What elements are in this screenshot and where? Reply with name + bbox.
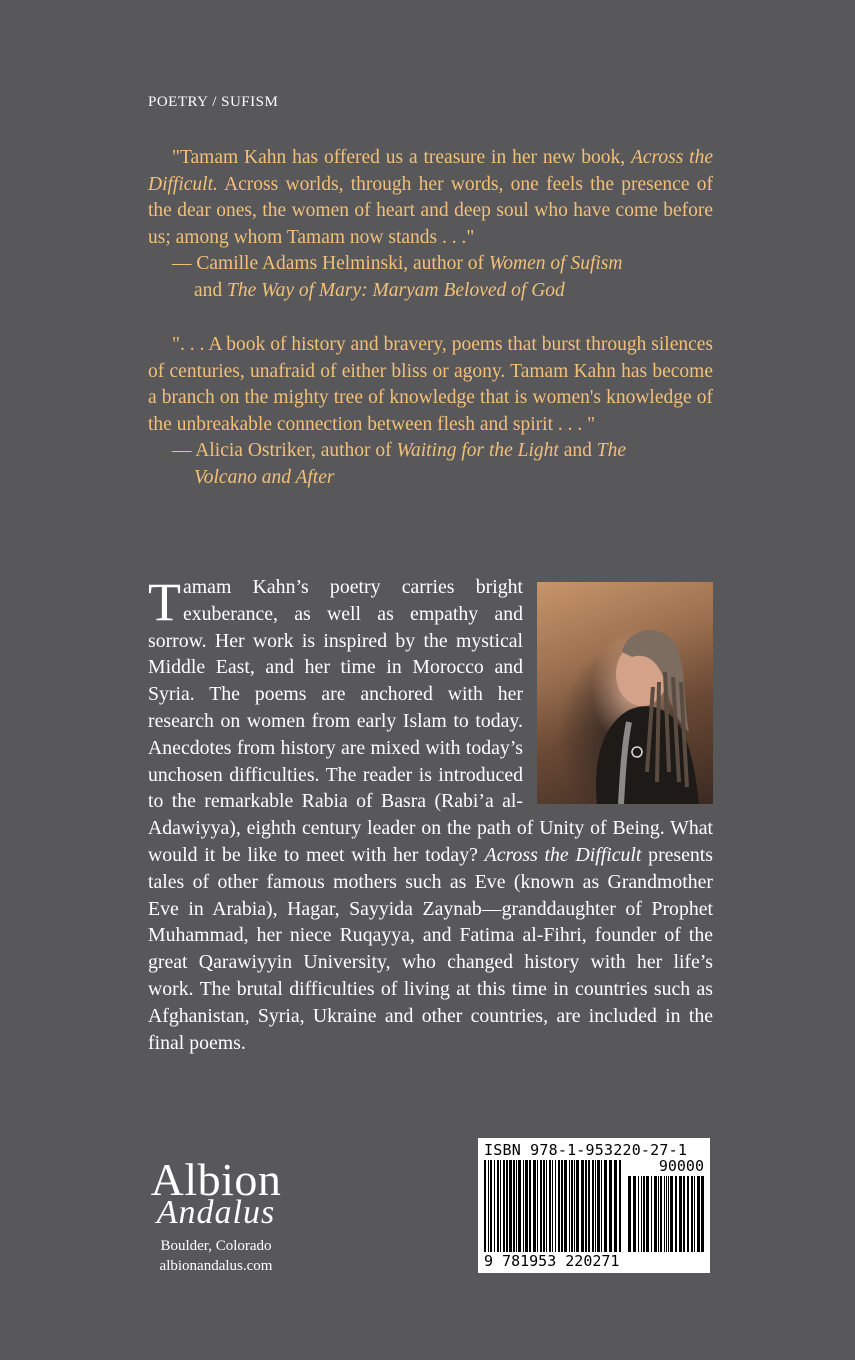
publisher-name-line2: Andalus <box>156 1194 276 1231</box>
publisher-website: albionandalus.com <box>159 1258 273 1274</box>
author-photo <box>537 582 713 804</box>
attribution-continuation: and The Way of Mary: Maryam Beloved of God <box>194 279 565 301</box>
description-paragraph: Tamam Kahn’s poetry carries bright exuberance, as well as empathy and sorrow. Her work is inspired by the mystical Middle East, and her time in Morocco and Syria. The poems are anchored with her research on women from early Islam to today. Anecdotes from history are mixed with today’s unchosen difficulties. The reader is introduced to the remarkable Rabia of Basra (Rabi’a al-Adawiyya), eighth century leader on the path of Unity of Being. What would it be like to meet with her today? Across the Difficult presents tales of other famous mothers such as Eve (known as Grandmother Eve in Arabia), Hagar, Sayyida Zaynab—granddaughter of Prophet Muhammad, her niece Ruqayya, and Fatima al-Fihri, founder of the great Qarawiyyin University, who changed history with her life’s work. The brutal difficulties of living at this time in countries such as Afghanistan, Syria, Ukraine and other countries, are included in the final poems. <box>148 572 713 1054</box>
price-code: 90000 <box>658 1157 704 1175</box>
category-label: POETRY / SUFISM <box>148 94 279 110</box>
drop-cap: T <box>148 572 181 632</box>
book-description <box>148 574 713 1056</box>
ean-digits: 9 781953 220271 <box>484 1252 704 1270</box>
quote-text: ". . . A book of history and bravery, poems that burst through silences of centuries, unafraid of either bliss or agony. Tamam Kahn has become a branch on the mighty tree of knowledge that is women's knowledge of the unbreakable connection between flesh and spirit . . . " <box>148 334 713 435</box>
quote-text: "Tamam Kahn has offered us a treasure in her new book, Across the Difficult. Across worlds, through her words, one feels the presence of the dear ones, the women of heart and deep soul who have come before us; among whom Tamam now stands . . ." <box>148 147 713 248</box>
publisher-location: Boulder, Colorado <box>160 1238 272 1254</box>
ean-bars <box>484 1160 624 1252</box>
attribution-continuation: Volcano and After <box>194 466 335 488</box>
quote-attribution <box>148 438 713 491</box>
publisher-logo <box>146 1154 286 1276</box>
price-bars <box>628 1176 704 1252</box>
isbn-label: ISBN 978-1-953220-27-1 <box>484 1141 688 1159</box>
isbn-barcode <box>478 1138 710 1273</box>
attribution-line: — Alicia Ostriker, author of Waiting for the Light and The <box>172 440 626 461</box>
quote-attribution <box>148 251 713 304</box>
endorsement-quote-1 <box>148 145 713 304</box>
publisher-name-line1: Albion <box>150 1154 282 1205</box>
attribution-line: — Camille Adams Helminski, author of Women of Sufism <box>172 253 623 274</box>
endorsement-quote-2 <box>148 332 713 491</box>
